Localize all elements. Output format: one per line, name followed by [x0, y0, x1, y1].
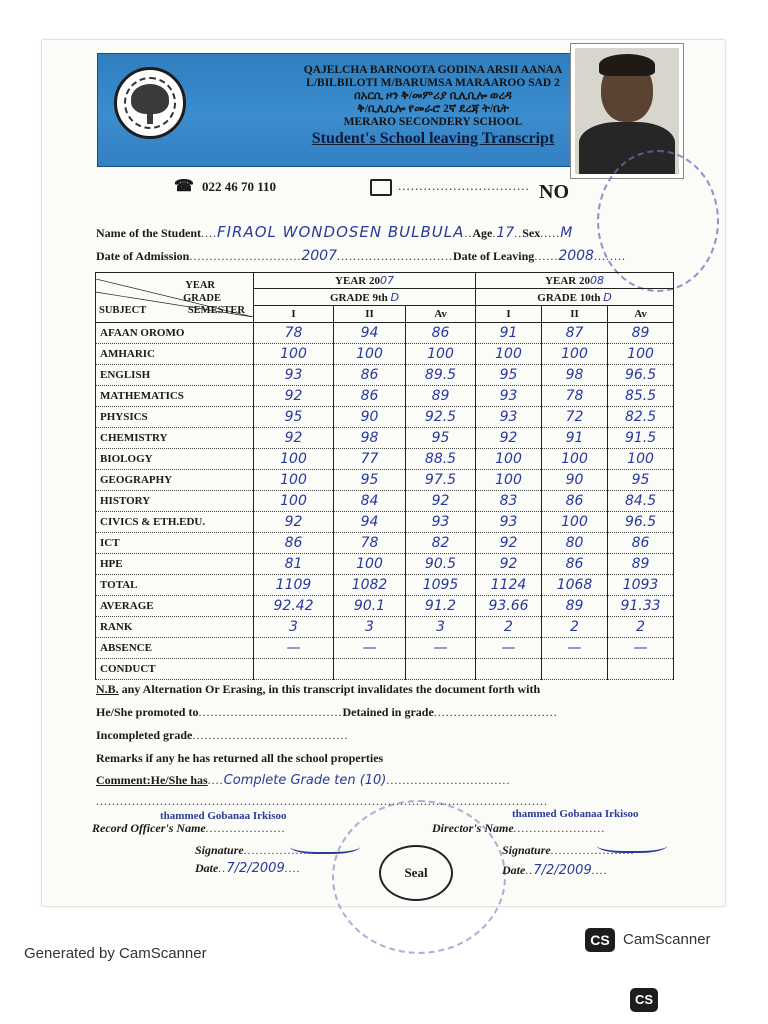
- subject-name: RANK: [96, 617, 254, 638]
- subject-name: ABSENCE: [96, 638, 254, 659]
- grade-cell: 90.5: [406, 554, 476, 575]
- grade-cell: 83: [476, 491, 542, 512]
- grade-cell: 100: [542, 512, 608, 533]
- grade-cell: 84.5: [608, 491, 674, 512]
- dates-line: Date of Admission............................2007.............................Date of Leaving......2008........: [96, 248, 626, 264]
- table-row: [96, 449, 674, 470]
- header-line-2: L/BILBILOTI M/BARUMSA MARAAROO SAD 2: [306, 77, 560, 89]
- grade-cell: 97.5: [406, 470, 476, 491]
- director-label: Director's Name.......................: [432, 821, 606, 835]
- grade-cell: 95: [608, 470, 674, 491]
- grade-cell: 86: [334, 365, 406, 386]
- grade-cell: 95: [334, 470, 406, 491]
- grade-cell: 3: [334, 617, 406, 638]
- grade-cell: 89: [608, 554, 674, 575]
- document-number-label: NO: [539, 181, 569, 203]
- grade-cell: —: [406, 638, 476, 659]
- grade-cell: 93: [406, 512, 476, 533]
- semester-header: Av: [608, 306, 674, 323]
- header-line-3: በአርሲ ዞን ቅ/መምሪያ ቢሊቢሎ ወረዳ: [354, 90, 512, 102]
- grade-cell: 100: [254, 491, 334, 512]
- photo-stamp: [597, 150, 719, 292]
- grade-cell: [334, 659, 406, 680]
- grade-cell: 90.1: [334, 596, 406, 617]
- semester-header: I: [476, 306, 542, 323]
- grade-cell: 95: [254, 407, 334, 428]
- grade-cell: 2: [476, 617, 542, 638]
- table-row: [96, 491, 674, 512]
- grade-cell: 100: [406, 344, 476, 365]
- camscanner-badge-icon: CS: [630, 988, 658, 1012]
- year-header-1: YEAR 2007: [254, 273, 476, 289]
- grade-cell: 1124: [476, 575, 542, 596]
- grade-cell: 1093: [608, 575, 674, 596]
- subject-name: CONDUCT: [96, 659, 254, 680]
- student-name-value: FIRAOL WONDOSEN BULBULA: [217, 223, 465, 241]
- officer-signature-scribble: [290, 836, 360, 854]
- grade-cell: —: [608, 638, 674, 659]
- grade-cell: 1109: [254, 575, 334, 596]
- grade-cell: 90: [542, 470, 608, 491]
- grade-cell: 86: [254, 533, 334, 554]
- grade-cell: 94: [334, 323, 406, 344]
- subject-name: ICT: [96, 533, 254, 554]
- officer-date-value: 7/2/2009: [226, 861, 285, 876]
- remarks-line: Remarks if any he has returned all the school properties: [96, 751, 384, 765]
- grade-cell: 86: [542, 491, 608, 512]
- grade-cell: 77: [334, 449, 406, 470]
- generated-by-text: Generated by CamScanner: [24, 945, 207, 962]
- grade-cell: —: [334, 638, 406, 659]
- grade-cell: 2: [608, 617, 674, 638]
- subject-name: AFAAN OROMO: [96, 323, 254, 344]
- record-officer-label: Record Officer's Name....................: [92, 821, 286, 835]
- table-row: [96, 365, 674, 386]
- officer-stamp-name: thammed Gobanaa Irkisoo: [160, 810, 287, 822]
- grade-cell: 84: [334, 491, 406, 512]
- grade-cell: 100: [334, 344, 406, 365]
- grade-cell: 93: [476, 386, 542, 407]
- header-line-1: QAJELCHA BARNOOTA GODINA ARSII AANAA: [303, 64, 563, 76]
- grade-cell: 100: [476, 449, 542, 470]
- grade-cell: 100: [254, 470, 334, 491]
- school-logo-icon: [114, 67, 186, 139]
- comment-line: Comment:He/She has....Complete Grade ten (10)...............................: [96, 773, 511, 788]
- grade-cell: 80: [542, 533, 608, 554]
- monitor-icon: [370, 179, 392, 196]
- grade-cell: [476, 659, 542, 680]
- document-title: Student's School leaving Transcript: [311, 130, 555, 147]
- grade-cell: 96.5: [608, 365, 674, 386]
- grade-cell: 2: [542, 617, 608, 638]
- grade-cell: 90: [334, 407, 406, 428]
- grade-cell: 92: [254, 428, 334, 449]
- table-row: [96, 470, 674, 491]
- camscanner-logo-icon: CS: [585, 928, 615, 952]
- grade-cell: 93.66: [476, 596, 542, 617]
- grade-cell: 1068: [542, 575, 608, 596]
- table-row: [96, 407, 674, 428]
- director-signature-scribble: [597, 835, 667, 853]
- grade-cell: 86: [406, 323, 476, 344]
- semester-header: Av: [406, 306, 476, 323]
- subject-name: MATHEMATICS: [96, 386, 254, 407]
- grade-cell: 78: [542, 386, 608, 407]
- grade-cell: 92: [254, 512, 334, 533]
- grade-cell: 100: [476, 344, 542, 365]
- grade-cell: 92: [476, 428, 542, 449]
- semester-header: II: [334, 306, 406, 323]
- subject-name: AVERAGE: [96, 596, 254, 617]
- table-row: [96, 617, 674, 638]
- incompleted-line: Incompleted grade.......................................: [96, 728, 349, 742]
- subject-name: PHYSICS: [96, 407, 254, 428]
- grade-cell: 86: [334, 386, 406, 407]
- table-row: [96, 428, 674, 449]
- grade-cell: 89.5: [406, 365, 476, 386]
- director-stamp-name: thammed Gobanaa Irkisoo: [512, 808, 639, 820]
- semester-header: II: [542, 306, 608, 323]
- grade-cell: 93: [476, 407, 542, 428]
- subject-name: TOTAL: [96, 575, 254, 596]
- grade-cell: 91.2: [406, 596, 476, 617]
- phone-number: 022 46 70 110: [201, 179, 276, 194]
- table-row: [96, 386, 674, 407]
- table-corner-header: YEAR GRADE SUBJECT SEMESTER: [96, 279, 253, 317]
- grade-cell: 3: [406, 617, 476, 638]
- grades-table: [95, 272, 674, 680]
- grade-cell: 98: [334, 428, 406, 449]
- grade-cell: 96.5: [608, 512, 674, 533]
- director-date-line: Date..7/2/2009....: [502, 863, 608, 878]
- grade-cell: 100: [476, 470, 542, 491]
- school-name: MERARO SECONDERY SCHOOL: [343, 116, 523, 128]
- table-row: [96, 533, 674, 554]
- grade-rows: [96, 323, 674, 680]
- grade-cell: 93: [254, 365, 334, 386]
- table-row: [96, 344, 674, 365]
- nb-note: N.B. any Alternation Or Erasing, in this transcript invalidates the document forth with: [96, 682, 541, 696]
- subject-name: BIOLOGY: [96, 449, 254, 470]
- grade-cell: [542, 659, 608, 680]
- grade-cell: 91: [476, 323, 542, 344]
- grade-cell: 3: [254, 617, 334, 638]
- grade-cell: 1082: [334, 575, 406, 596]
- officer-date-line: Date..7/2/2009....: [195, 861, 301, 876]
- subject-name: CHEMISTRY: [96, 428, 254, 449]
- grade-cell: 92: [476, 554, 542, 575]
- seal-circle: Seal: [379, 845, 453, 901]
- table-row: [96, 575, 674, 596]
- subject-name: AMHARIC: [96, 344, 254, 365]
- comment-line-2: .................................................................................................................: [96, 794, 548, 808]
- grade-cell: 82.5: [608, 407, 674, 428]
- age-value: 17: [496, 225, 515, 241]
- grade-cell: 78: [254, 323, 334, 344]
- grade-cell: 93: [476, 512, 542, 533]
- grade-cell: 94: [334, 512, 406, 533]
- subject-name: ENGLISH: [96, 365, 254, 386]
- leaving-value: 2008: [558, 248, 594, 264]
- grade-cell: 100: [334, 554, 406, 575]
- grade-header-1: GRADE 9th D: [254, 289, 476, 306]
- grade-cell: 88.5: [406, 449, 476, 470]
- table-row: [96, 596, 674, 617]
- grade-cell: 100: [608, 449, 674, 470]
- grade-cell: 1095: [406, 575, 476, 596]
- admission-value: 2007: [301, 248, 337, 264]
- subject-name: GEOGRAPHY: [96, 470, 254, 491]
- subject-name: CIVICS & ETH.EDU.: [96, 512, 254, 533]
- grade-cell: 86: [608, 533, 674, 554]
- grade-cell: 91: [542, 428, 608, 449]
- grade-cell: [608, 659, 674, 680]
- officer-signature-line: Signature.....................: [195, 843, 328, 857]
- grade-cell: —: [542, 638, 608, 659]
- grade-cell: 91.33: [608, 596, 674, 617]
- semester-header: I: [254, 306, 334, 323]
- camscanner-brand: [585, 928, 711, 952]
- grade-cell: 92.42: [254, 596, 334, 617]
- header-line-4: ቅ/ቢሊቢሎ የመራሮ 2ኛ ደረጃ ት/ቤት: [357, 103, 509, 115]
- director-date-value: 7/2/2009: [533, 863, 592, 878]
- grade-cell: —: [476, 638, 542, 659]
- grade-cell: 91.5: [608, 428, 674, 449]
- grade-cell: 87: [542, 323, 608, 344]
- grade-header-2: GRADE 10th D: [476, 289, 674, 306]
- table-row: [96, 512, 674, 533]
- grade-cell: 92.5: [406, 407, 476, 428]
- grade-cell: 98: [542, 365, 608, 386]
- fax-row: ...............................: [370, 178, 530, 196]
- grade-cell: 78: [334, 533, 406, 554]
- grade-cell: 95: [476, 365, 542, 386]
- table-row: [96, 554, 674, 575]
- phone-row: [174, 176, 276, 196]
- grade-cell: 100: [254, 449, 334, 470]
- grade-cell: 92: [254, 386, 334, 407]
- grade-cell: 81: [254, 554, 334, 575]
- subject-name: HISTORY: [96, 491, 254, 512]
- grade-cell: 100: [542, 449, 608, 470]
- grade-cell: 89: [406, 386, 476, 407]
- grade-cell: —: [254, 638, 334, 659]
- grade-cell: 100: [608, 344, 674, 365]
- comment-value: Complete Grade ten (10): [223, 773, 387, 788]
- grade-cell: 72: [542, 407, 608, 428]
- grade-cell: 95: [406, 428, 476, 449]
- grade-cell: 82: [406, 533, 476, 554]
- table-row: [96, 638, 674, 659]
- table-row: [96, 659, 674, 680]
- grade-cell: 92: [406, 491, 476, 512]
- director-signature-line: Signature.....................: [502, 843, 635, 857]
- student-name-line: Name of the Student....FIRAOL WONDOSEN BULBULA..Age.17..Sex.....M: [96, 223, 573, 241]
- sex-value: M: [560, 225, 573, 241]
- phone-icon: ☎: [174, 178, 194, 195]
- grade-cell: 86: [542, 554, 608, 575]
- subject-name: HPE: [96, 554, 254, 575]
- year-header-2: YEAR 2008: [476, 273, 674, 289]
- grade-cell: 92: [476, 533, 542, 554]
- grade-cell: 89: [608, 323, 674, 344]
- grade-cell: 100: [254, 344, 334, 365]
- grade-cell: [406, 659, 476, 680]
- camscanner-brand-label: CamScanner: [623, 930, 711, 948]
- transcript-document: [42, 40, 725, 906]
- grade-cell: 85.5: [608, 386, 674, 407]
- grade-cell: [254, 659, 334, 680]
- promotion-line: He/She promoted to....................................Detained in grade...............................: [96, 705, 558, 719]
- table-row: [96, 323, 674, 344]
- grade-cell: 89: [542, 596, 608, 617]
- grade-cell: 100: [542, 344, 608, 365]
